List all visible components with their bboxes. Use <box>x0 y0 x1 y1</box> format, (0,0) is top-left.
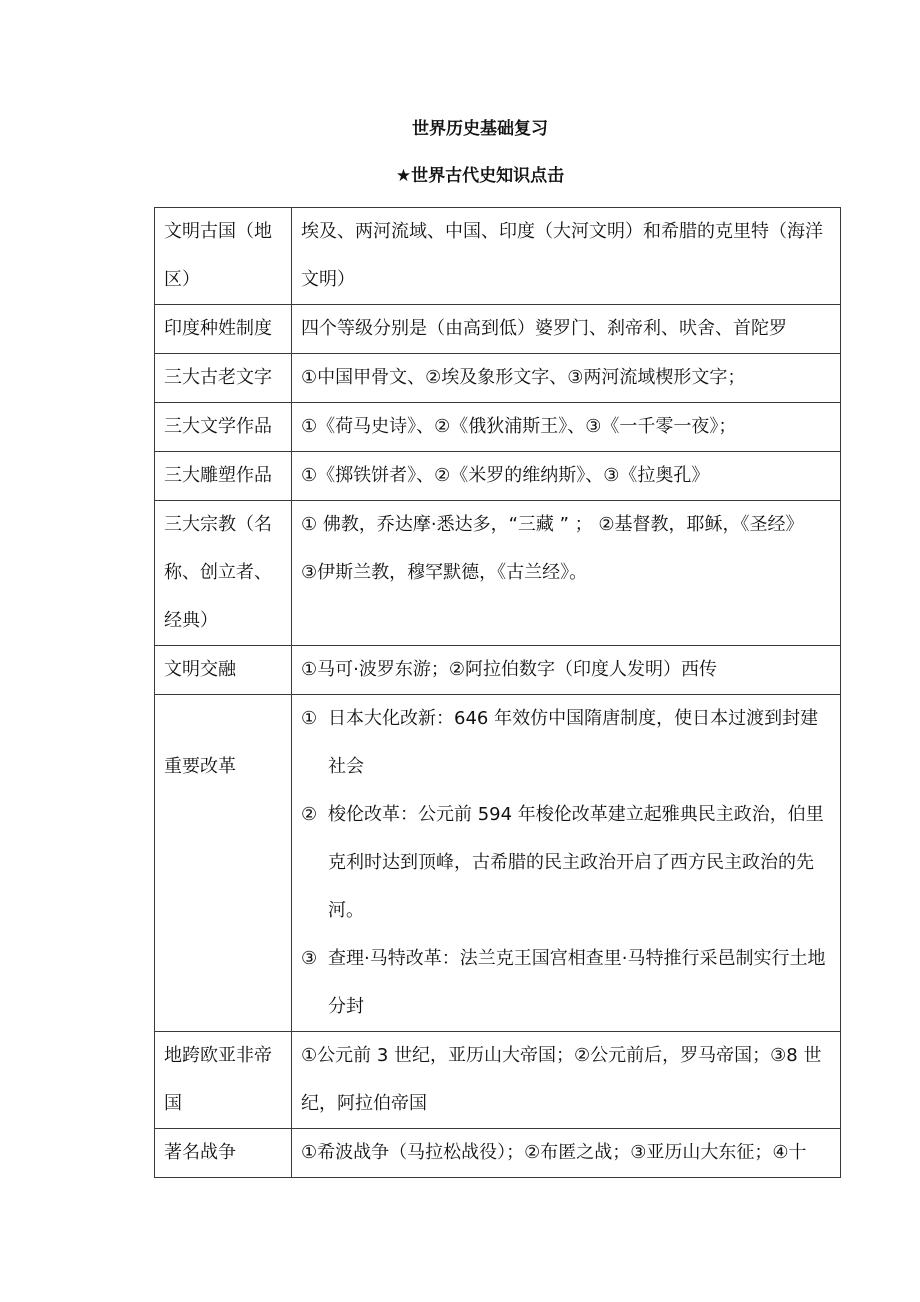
document-title: 世界历史基础复习 <box>412 119 548 139</box>
row-content: ①公元前 3 世纪，亚历山大帝国；②公元前后，罗马帝国；③8 世纪，阿拉伯帝国 <box>292 1032 841 1129</box>
row-content: ①《掷铁饼者》、②《米罗的维纳斯》、③《拉奥孔》 <box>292 452 841 501</box>
row-content: 埃及、两河流域、中国、印度（大河文明）和希腊的克里特（海洋文明） <box>292 208 841 305</box>
row-label: 文明交融 <box>155 646 292 695</box>
row-label: 三大文学作品 <box>155 403 292 452</box>
row-content <box>292 1129 841 1178</box>
row-content: 四个等级分别是（由高到低）婆罗门、刹帝利、吠舍、首陀罗 <box>292 305 841 354</box>
row-label: 地跨欧亚非帝国 <box>155 1032 292 1129</box>
war-line: ①希波战争（马拉松战役）；②布匿之战；③亚历山大东征；④十 <box>301 1142 807 1163</box>
table-row <box>155 305 841 354</box>
table-row <box>155 695 841 1032</box>
reform-item <box>301 695 832 791</box>
row-label: 三大雕塑作品 <box>155 452 292 501</box>
religion-line: ③伊斯兰教，穆罕默德，《古兰经》。 <box>301 562 588 583</box>
row-label: 印度种姓制度 <box>155 305 292 354</box>
reform-text: 日本大化改新：646 年效仿中国隋唐制度，使日本过渡到封建社会 <box>328 708 819 777</box>
table-row <box>155 1129 841 1178</box>
reform-list <box>292 695 841 1032</box>
reform-item <box>301 935 832 1031</box>
list-marker: ① <box>301 708 318 729</box>
row-label: 重要改革 <box>155 695 292 1032</box>
ancient-history-table <box>154 207 841 1178</box>
row-label: 文明古国（地区） <box>155 208 292 305</box>
list-marker: ② <box>301 804 318 825</box>
table-row <box>155 452 841 501</box>
reform-text: 梭伦改革：公元前 594 年梭伦改革建立起雅典民主政治，伯里克利时达到顶峰，古希腊的民主政治开启了西方民主政治的先河。 <box>328 804 824 921</box>
row-content: ①中国甲骨文、②埃及象形文字、③两河流域楔形文字； <box>292 354 841 403</box>
row-content <box>292 501 841 646</box>
row-label: 三大宗教（名称、创立者、经典） <box>155 501 292 646</box>
section-subtitle: ★世界古代史知识点击 <box>395 166 565 186</box>
table-row <box>155 354 841 403</box>
table-row <box>155 646 841 695</box>
table-row <box>155 403 841 452</box>
table-row <box>155 1032 841 1129</box>
reform-text: 查理·马特改革：法兰克王国宫相查里·马特推行采邑制实行土地分封 <box>328 948 826 1017</box>
reform-item <box>301 791 832 935</box>
row-content: ①马可·波罗东游；②阿拉伯数字（印度人发明）西传 <box>292 646 841 695</box>
row-label: 著名战争 <box>155 1129 292 1178</box>
row-content: ①《荷马史诗》、②《俄狄浦斯王》、③《一千零一夜》； <box>292 403 841 452</box>
religion-line: ① 佛教，乔达摩·悉达多，“三藏 ” ； ②基督教，耶稣，《圣经》 <box>301 514 804 535</box>
row-label: 三大古老文字 <box>155 354 292 403</box>
table-row <box>155 501 841 646</box>
list-marker: ③ <box>301 948 318 969</box>
table-row <box>155 208 841 305</box>
